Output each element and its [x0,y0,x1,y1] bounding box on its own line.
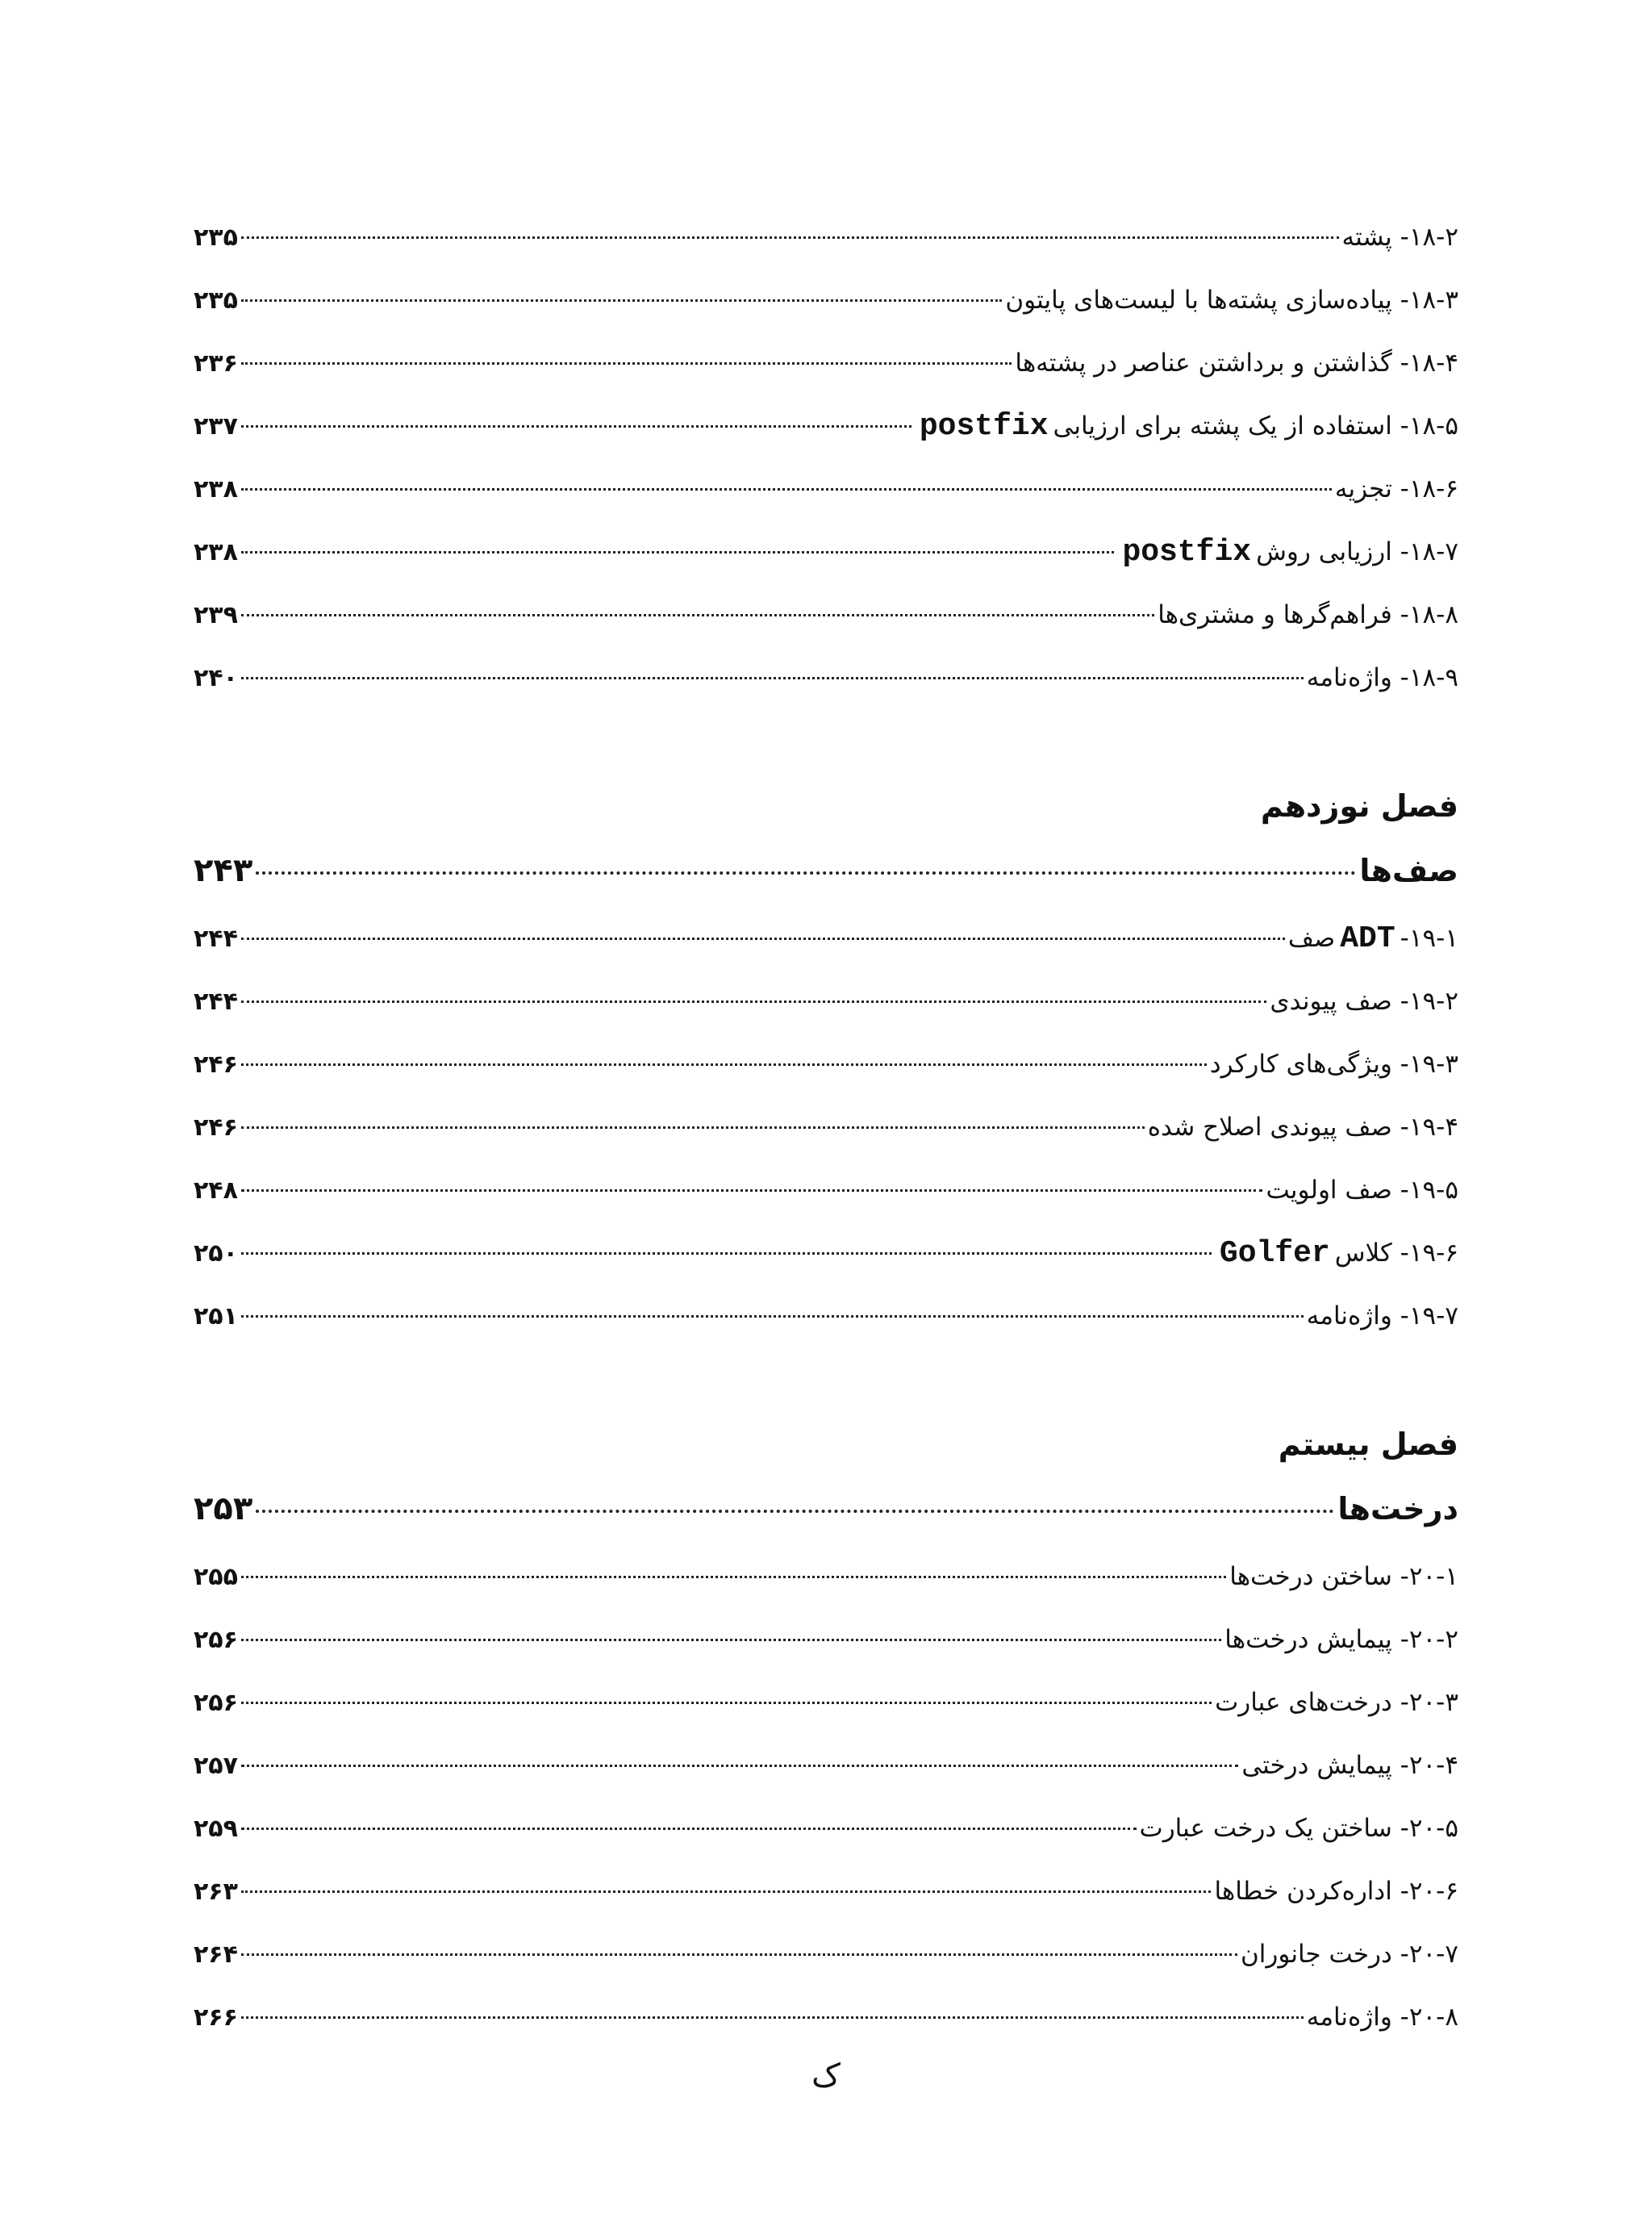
entry-page-number: ۲۴۴ [194,925,238,953]
toc-entry[interactable] [194,269,1458,332]
chapter-title: صف‌ها [1359,853,1458,888]
entry-title: ۲۰-۲- پیمایش درخت‌ها [1224,1625,1458,1654]
dot-leader [241,299,1002,302]
entry-page-number: ۲۵۷ [194,1752,238,1780]
toc-entry[interactable] [194,970,1458,1033]
dot-leader [241,1315,1304,1318]
chapter-title: درخت‌ها [1337,1491,1458,1527]
entry-code-term: postfix [1122,535,1252,570]
toc-entry[interactable] [194,1986,1458,2049]
toc-entry[interactable] [194,1222,1458,1285]
chapter-label: فصل نوزدهم [1260,788,1458,824]
chapter-page-number: ۲۴۳ [194,852,253,889]
entry-page-number: ۲۵۹ [194,1815,238,1843]
dot-leader [241,1576,1226,1578]
toc-entry[interactable] [194,583,1458,646]
entry-page-number: ۲۶۴ [194,1940,238,1969]
entry-title: ۱۸-۴- گذاشتن و برداشتن عناصر در پشته‌ها [1015,349,1458,378]
entry-title: ۱۸-۷- ارزیابی روش [1256,537,1458,566]
entry-code-term: ADT [1340,921,1395,956]
toc-entry[interactable] [194,1096,1458,1159]
entry-page-number: ۲۳۸ [194,475,238,503]
toc-entry[interactable] [194,1545,1458,1608]
entry-title: ۱۸-۵- استفاده از یک پشته برای ارزیابی [1053,411,1458,441]
toc-entry[interactable] [194,1671,1458,1734]
entry-page-number: ۲۴۶ [194,1113,238,1142]
dot-leader [241,1639,1221,1641]
toc-entry[interactable] [194,1923,1458,1986]
entry-title: ۲۰-۴- پیمایش درختی [1241,1751,1458,1780]
entry-title: ۱۸-۶- تجزیه [1334,474,1458,503]
dot-leader [241,1063,1207,1066]
entry-title: ۱۹-۴- صف پیوندی اصلاح شده [1147,1113,1458,1142]
dot-leader [241,236,1339,239]
page-folio: ک [811,2057,841,2095]
dot-leader [241,1890,1212,1893]
dot-leader [241,1001,1266,1003]
dot-leader [241,1126,1145,1129]
table-of-contents [194,206,1458,2049]
entry-page-number: ۲۳۵ [194,286,238,315]
entry-title: ۱۸-۸- فراهم‌گرها و مشتری‌ها [1158,600,1458,629]
dot-leader [256,871,1356,875]
toc-entry[interactable] [194,1159,1458,1222]
dot-leader [241,1765,1238,1767]
dot-leader [241,1702,1212,1704]
entry-title: ۲۰-۷- درخت جانوران [1240,1940,1458,1969]
entry-page-number: ۲۳۹ [194,601,238,629]
entry-title: صف [1287,924,1336,953]
dot-leader [241,488,1332,491]
entry-code-term: postfix [919,409,1049,444]
entry-title: ۱۸-۲- پشته [1341,223,1458,252]
chapter-title-entry[interactable] [194,1473,1458,1545]
entry-title: ۱۹-۷- واژه‌نامه [1306,1301,1458,1331]
toc-entry[interactable] [194,332,1458,395]
entry-page-number: ۲۴۰ [194,664,238,692]
section-spacer [194,1347,1458,1392]
entry-page-number: ۲۳۶ [194,349,238,378]
entry-title: ۲۰-۵- ساختن یک درخت عبارت [1139,1814,1458,1843]
dot-leader [241,551,1115,554]
dot-leader [241,425,912,428]
entry-title: ۱۸-۹- واژه‌نامه [1306,663,1458,692]
toc-entry[interactable] [194,206,1458,269]
chapter-page-number: ۲۵۳ [194,1490,253,1527]
toc-entry[interactable] [194,1797,1458,1860]
entry-title: ۱۹-۶- کلاس [1334,1239,1458,1268]
entry-page-number: ۲۳۷ [194,412,238,441]
dot-leader [241,677,1304,679]
entry-page-number: ۲۵۵ [194,1563,238,1591]
entry-page-number: ۲۵۱ [194,1302,238,1331]
entry-title: ۲۰-۶- اداره‌کردن خطاها [1214,1877,1458,1906]
entry-number: ۱۹-۱- [1400,924,1458,953]
entry-page-number: ۲۴۸ [194,1176,238,1205]
toc-entry[interactable] [194,646,1458,709]
entry-page-number: ۲۵۶ [194,1626,238,1654]
toc-entry[interactable] [194,457,1458,520]
entry-page-number: ۲۶۶ [194,2003,238,2032]
dot-leader [241,2016,1304,2019]
chapter-title-entry[interactable] [194,834,1458,907]
entry-title: ۱۹-۳- ویژگی‌های کارکرد [1209,1050,1458,1079]
dot-leader [241,1189,1263,1192]
entry-title: ۱۸-۳- پیاده‌سازی پشته‌ها با لیست‌های پایتون [1005,286,1458,315]
entry-title: ۱۹-۵- صف اولویت [1266,1176,1458,1205]
toc-entry[interactable] [194,1734,1458,1797]
toc-entry[interactable] [194,520,1458,583]
chapter-label: فصل بیستم [1278,1427,1458,1462]
entry-title: ۲۰-۳- درخت‌های عبارت [1215,1688,1458,1717]
dot-leader [241,362,1012,365]
entry-page-number: ۲۵۰ [194,1239,238,1268]
toc-entry[interactable] [194,1608,1458,1671]
entry-title: ۲۰-۸- واژه‌نامه [1306,2003,1458,2032]
toc-entry[interactable] [194,395,1458,457]
dot-leader [241,1953,1237,1956]
toc-entry[interactable] [194,1285,1458,1347]
entry-title: ۲۰-۱- ساختن درخت‌ها [1229,1562,1458,1591]
toc-entry[interactable] [194,907,1458,970]
entry-page-number: ۲۴۴ [194,988,238,1016]
entry-title: ۱۹-۲- صف پیوندی [1270,987,1458,1016]
dot-leader [241,1828,1137,1830]
dot-leader [241,1252,1212,1255]
entry-page-number: ۲۴۶ [194,1051,238,1079]
entry-page-number: ۲۳۸ [194,538,238,566]
toc-entry[interactable] [194,1033,1458,1096]
toc-entry[interactable] [194,1860,1458,1923]
dot-leader [241,614,1154,616]
section-spacer [194,709,1458,754]
dot-leader [256,1510,1334,1513]
entry-page-number: ۲۵۶ [194,1689,238,1717]
dot-leader [241,938,1285,940]
entry-page-number: ۲۳۵ [194,224,238,252]
entry-page-number: ۲۶۳ [194,1878,238,1906]
entry-code-term: Golfer [1219,1236,1330,1271]
